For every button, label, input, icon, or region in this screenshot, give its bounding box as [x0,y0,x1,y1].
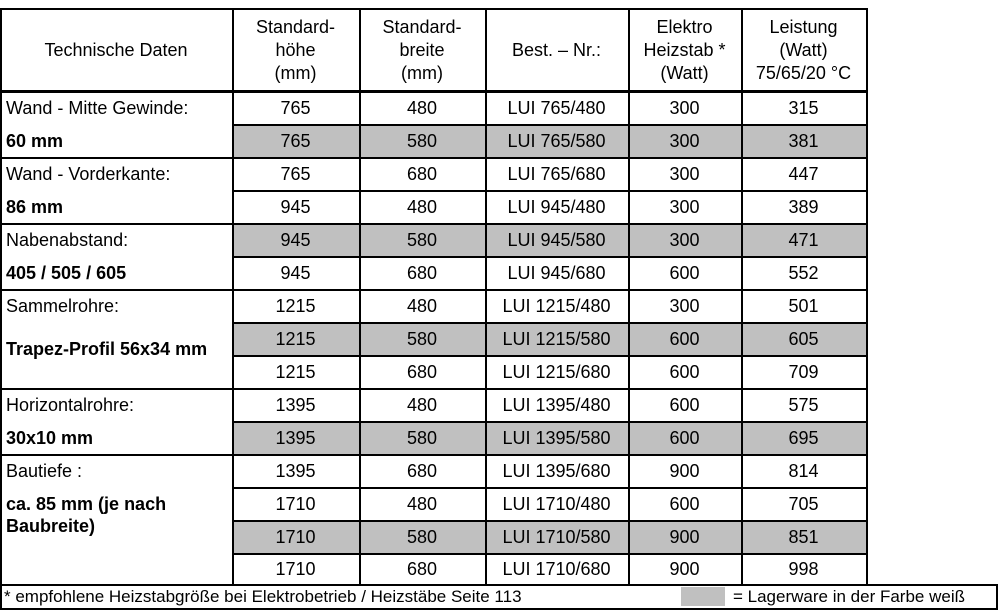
header-line: (Watt) [779,39,828,60]
cell-leistung: 389 [788,197,819,217]
cell-bestellnummer: LUI 1215/480 [502,296,611,316]
cell-leistung: 851 [788,527,819,547]
cell-heizstab: 900 [669,527,700,547]
header-bestellnummer [485,8,628,92]
header-bestellnummer-text [512,39,601,62]
header-line: Best. – Nr.: [511,39,602,60]
group-divider [0,289,868,291]
cell-standardhoehe: 1395 [275,461,316,481]
row-divider [232,553,868,555]
cell-standardbreite: 580 [406,131,438,151]
group-label: Horizontalrohre: [6,395,135,415]
cell-heizstab: 600 [669,329,700,349]
header-line: (Watt) [660,62,709,83]
cell-leistung: 447 [788,164,819,184]
cell-heizstab: 300 [669,197,700,217]
header-standardbreite [359,8,485,92]
cell-standardhoehe: 1215 [275,329,316,349]
column-divider [359,8,361,585]
header-line: (mm) [401,62,443,83]
header-line: höhe [275,39,316,60]
cell-leistung: 575 [788,395,819,415]
cell-heizstab: 600 [669,494,700,514]
header-technische-daten-text [44,39,187,62]
cell-leistung: 814 [788,461,819,481]
cell-standardhoehe: 1710 [275,527,316,547]
table-border-top [0,8,868,10]
legend-text: = Lagerware in der Farbe weiß [733,587,965,606]
cell-leistung: 695 [788,428,819,448]
group-value: 86 mm [6,197,64,217]
cell-standardhoehe: 1395 [275,428,316,448]
cell-heizstab: 900 [669,559,700,579]
header-technische-daten [0,8,232,92]
cell-bestellnummer: LUI 1710/680 [502,559,611,579]
cell-standardbreite: 680 [406,263,438,283]
cell-leistung: 705 [788,494,819,514]
group-label: Bautiefe : [6,461,83,481]
cell-standardhoehe: 945 [280,197,311,217]
cell-standardhoehe: 1710 [275,559,316,579]
cell-standardbreite: 680 [406,461,438,481]
cell-leistung: 552 [788,263,819,283]
header-standardbreite-text [382,16,461,85]
cell-standardbreite: 480 [406,395,438,415]
header-line: Standard- [255,16,336,37]
cell-standardbreite: 580 [406,527,438,547]
group-value: 405 / 505 / 605 [6,263,127,283]
cell-bestellnummer: LUI 1710/580 [502,527,611,547]
group-value: 60 mm [6,131,64,151]
cell-standardbreite: 680 [406,164,438,184]
header-bottom-border [0,90,868,93]
header-line: Leistung [769,16,838,37]
cell-bestellnummer: LUI 945/480 [507,197,606,217]
group-label: Sammelrohre: [6,296,120,316]
cell-standardbreite: 580 [406,230,438,250]
cell-bestellnummer: LUI 945/580 [507,230,606,250]
footer-note: * empfohlene Heizstabgröße bei Elektrobetrieb / Heizstäbe Seite 113 [4,587,522,606]
header-line: Heizstab * [643,39,726,60]
header-leistung [741,8,866,92]
header-line: Elektro [656,16,713,37]
group-divider [0,223,868,225]
cell-standardbreite: 480 [406,98,438,118]
cell-bestellnummer: LUI 765/480 [507,98,606,118]
column-divider [741,8,743,585]
header-standardhoehe-text [256,16,335,85]
cell-standardbreite: 580 [406,428,438,448]
column-divider [232,8,234,585]
cell-bestellnummer: LUI 1215/580 [502,329,611,349]
cell-standardhoehe: 1215 [275,296,316,316]
cell-bestellnummer: LUI 1395/480 [502,395,611,415]
cell-heizstab: 300 [669,98,700,118]
cell-leistung: 709 [788,362,819,382]
group-divider [0,388,868,390]
footer-border-bottom [0,608,998,610]
cell-heizstab: 300 [669,131,700,151]
cell-bestellnummer: LUI 1215/680 [502,362,611,382]
cell-standardhoehe: 765 [280,131,311,151]
cell-heizstab: 300 [669,296,700,316]
cell-leistung: 381 [788,131,819,151]
cell-standardbreite: 480 [406,197,438,217]
header-elektro-heizstab [628,8,741,92]
row-divider [232,520,868,522]
cell-standardbreite: 680 [406,559,438,579]
cell-standardbreite: 580 [406,329,438,349]
cell-heizstab: 600 [669,428,700,448]
cell-standardhoehe: 945 [280,230,311,250]
group-divider [0,454,868,456]
cell-bestellnummer: LUI 1710/480 [502,494,611,514]
cell-bestellnummer: LUI 945/680 [507,263,606,283]
legend-swatch-stock [681,587,725,606]
cell-leistung: 501 [788,296,819,316]
row-divider [232,421,868,423]
cell-standardhoehe: 1710 [275,494,316,514]
header-line: (mm) [274,62,317,83]
group-value: Trapez-Profil 56x34 mm [6,339,208,359]
cell-heizstab: 600 [669,395,700,415]
row-divider [232,487,868,489]
cell-standardhoehe: 945 [280,263,311,283]
cell-standardhoehe: 1215 [275,362,316,382]
cell-standardbreite: 480 [406,296,438,316]
cell-leistung: 315 [788,98,819,118]
row-divider [232,256,868,258]
cell-heizstab: 300 [669,230,700,250]
header-line: 75/65/20 °C [755,62,852,83]
cell-heizstab: 900 [669,461,700,481]
header-leistung-text [756,16,851,85]
row-divider [232,124,868,126]
column-divider [628,8,630,585]
header-line: breite [399,39,445,60]
row-divider [232,322,868,324]
group-label: Wand - Mitte Gewinde: [6,98,189,118]
cell-leistung: 998 [788,559,819,579]
cell-bestellnummer: LUI 1395/680 [502,461,611,481]
group-value: 30x10 mm [6,428,94,448]
header-standardhoehe [232,8,359,92]
cell-standardhoehe: 1395 [275,395,316,415]
cell-standardbreite: 680 [406,362,438,382]
header-elektro-heizstab-text [643,16,725,85]
group-label: Wand - Vorderkante: [6,164,171,184]
cell-standardbreite: 480 [406,494,438,514]
row-divider [232,355,868,357]
cell-standardhoehe: 765 [280,164,311,184]
cell-heizstab: 600 [669,263,700,283]
cell-bestellnummer: LUI 1395/580 [502,428,611,448]
table-border-right [866,8,868,585]
column-divider [485,8,487,585]
cell-heizstab: 300 [669,164,700,184]
header-line: Technische Daten [44,39,188,60]
cell-leistung: 471 [788,230,819,250]
cell-bestellnummer: LUI 765/680 [507,164,606,184]
group-divider [0,157,868,159]
table-border-left [0,8,2,610]
row-divider [232,190,868,192]
group-label: Nabenabstand: [6,230,129,250]
cell-standardhoehe: 765 [280,98,311,118]
cell-heizstab: 600 [669,362,700,382]
cell-leistung: 605 [788,329,819,349]
header-line: Standard- [382,16,462,37]
cell-bestellnummer: LUI 765/580 [507,131,606,151]
group-value: ca. 85 mm (je nach Baubreite) [6,494,167,536]
